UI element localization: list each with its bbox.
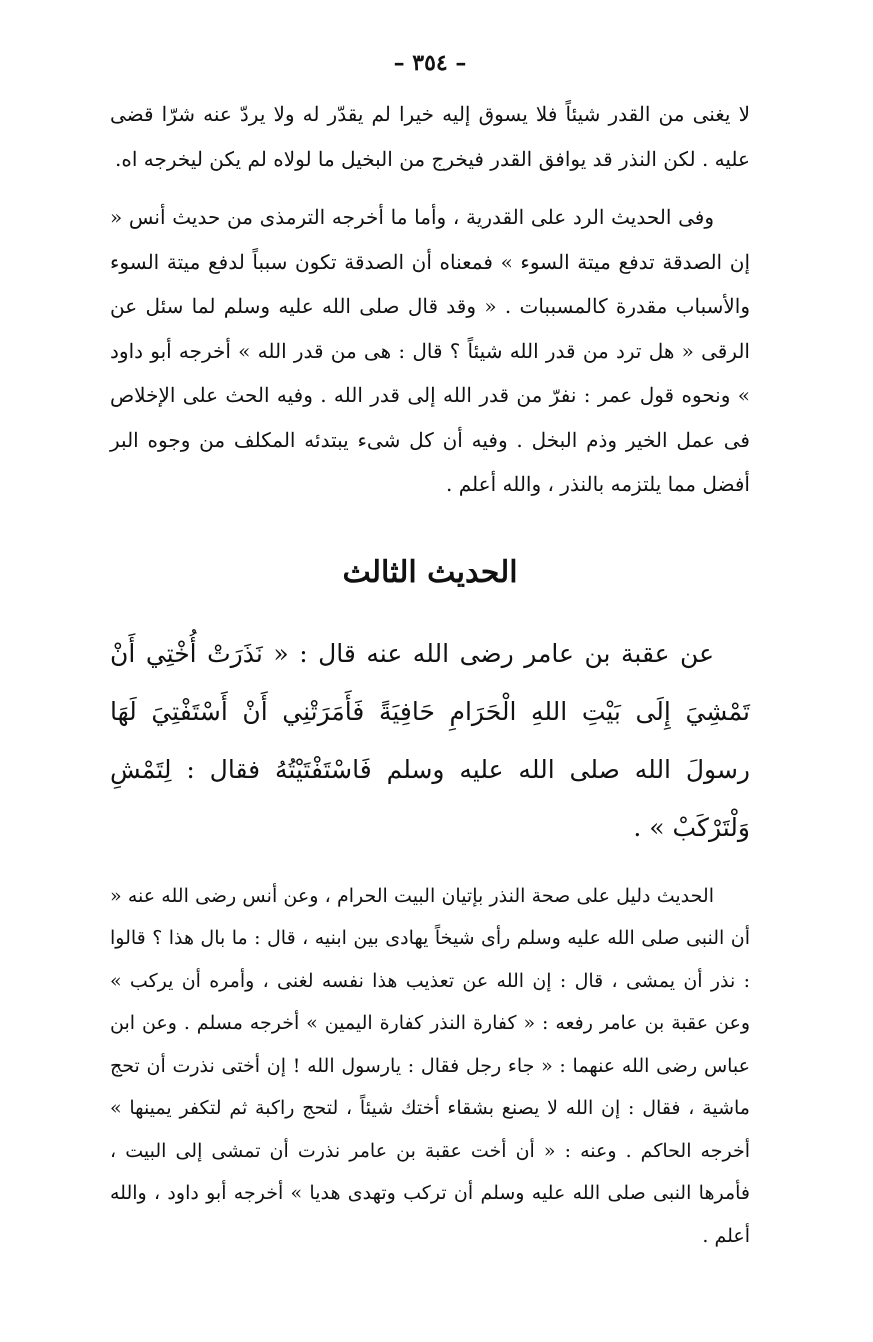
page-number: – ٣٥٤ – [393, 50, 467, 76]
section-title: الحديث الثالث [342, 554, 518, 590]
hadith-commentary: الحديث دليل على صحة النذر بإتيان البيت الحرام ، وعن أنس رضى الله عنه « أن النبى صلى الله عليه وسلم رأى شيخاً يهادى بين ابنيه ، قال : ما بال هذا ؟ قالوا : نذر أن يمشى ، قال : إن الله عن تعذيب هذا نفسه لغنى ، وأمره أن يركب » وعن عقبة بن عامر رفعه : « كفارة النذر كفارة اليمين » أخرجه مسلم . وعن ابن عباس رضى الله عنهما : « جاء رجل فقال : يارسول الله ! إن أختى نذرت أن تحج ماشية ، فقال : إن الله لا يصنع بشقاء أختك شيئاً ، لتحج راكبة ثم لتكفر يمينها » أخرجه الحاكم . وعنه : « أن أخت عقبة بن عامر نذرت أن تمشى إلى البيت ، فأمرها النبى صلى الله عليه وسلم أن تركب وتهدى هديا » أخرجه أبو داود ، والله أعلم . [110, 884, 750, 1247]
paragraph-commentary-qadariyya: وفى الحديث الرد على القدرية ، وأما ما أخرجه الترمذى من حديث أنس « إن الصدقة تدفع ميتة السوء » فمعناه أن الصدقة تكون سبباً لدفع ميتة السوء والأسباب مقدرة كالمسببات . « وقد قال صلى الله عليه وسلم لما سئل عن الرقى « هل ترد من قدر الله شيئاً ؟ قال : هى من قدر الله » أخرجه أبو داود » ونحوه قول عمر : نفرّ من قدر الله إلى قدر الله . وفيه الحث على الإخلاص فى عمل الخير وذم البخل . وفيه أن كل شىء يبتدئه المكلف من وجوه البر أفضل مما يلتزمه بالنذر ، والله أعلم . [110, 205, 750, 496]
book-page [110, 50, 750, 1257]
paragraph-continuation: لا يغنى من القدر شيئاً فلا يسوق إليه خيرا لم يقدّر له ولا يردّ عنه شرّا قضى عليه . لكن النذر قد يوافق القدر فيخرج من البخيل ما لولاه لم يكن ليخرجه اه. [110, 102, 750, 171]
hadith-text: عن عقبة بن عامر رضى الله عنه قال : « نَذَرَتْ أُخْتِي أَنْ تَمْشِيَ إِلَى بَيْتِ اللهِ الْحَرَامِ حَافِيَةً فَأَمَرَتْنِي أَنْ أَسْتَفْتِيَ لَهَا رسولَ الله صلى الله عليه وسلم فَاسْتَفْتَيْتُهُ فقال : لِتَمْشِ وَلْتَرْكَبْ » . [110, 638, 750, 842]
